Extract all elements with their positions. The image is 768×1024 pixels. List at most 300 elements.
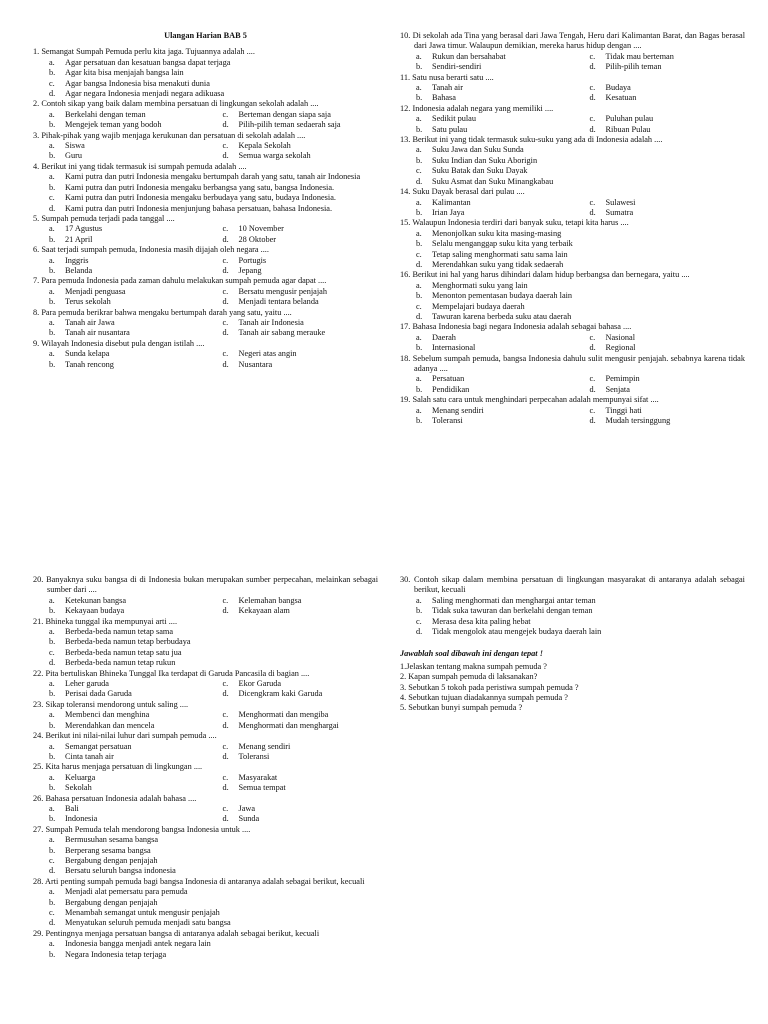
answer-option: [400, 281, 745, 291]
answer-option: [400, 83, 570, 93]
answer-option: [33, 773, 203, 783]
option-text: Tanah air nusantara: [65, 328, 130, 338]
question-text: Di sekolah ada Tina yang berasal dari Jawa Tengah, Heru dari Kalimantan Barat, dan Bagas berasal dari Jawa timur. Walaupun demikian, mereka harus hidup dengan ....: [412, 31, 745, 51]
option-letter: d.: [222, 751, 229, 761]
option-letter: a.: [416, 83, 422, 93]
answer-option: [209, 151, 379, 161]
question-item: [400, 575, 745, 637]
option-text: Dicengkram kaki Garuda: [238, 689, 323, 699]
option-text: Bersatu mengusir penjajah: [238, 286, 327, 296]
question-number: 21.: [33, 616, 44, 626]
answer-option: [400, 385, 570, 395]
question-stem: [33, 825, 378, 835]
answer-options: [33, 349, 378, 370]
option-letter: b.: [49, 720, 56, 730]
answer-option: [400, 93, 570, 103]
option-letter: d.: [49, 89, 56, 99]
answer-option: [209, 328, 379, 338]
answer-option: [209, 318, 379, 328]
answer-option: [400, 156, 745, 166]
question-number: 22.: [33, 668, 44, 678]
option-text: Tanah air: [432, 83, 463, 93]
option-text: Bergabung dengan penjajah: [65, 897, 158, 907]
question-text: Sikap toleransi mendorong untuk saling ....: [45, 699, 189, 709]
question-number: 15.: [400, 218, 411, 228]
option-text: Berbeda-beda namun tetap berbudaya: [65, 637, 191, 647]
option-text: Agar persatuan dan kesatuan bangsa dapat terjaga: [65, 57, 231, 67]
question-number: 5.: [33, 213, 40, 223]
option-text: 28 Oktober: [238, 234, 277, 244]
question-item: [33, 617, 378, 669]
option-text: Bermusuhan sesama bangsa: [65, 835, 159, 845]
answer-option: [209, 349, 379, 359]
question-number: 26.: [33, 793, 44, 803]
answer-options: [33, 110, 378, 131]
option-text: Regional: [605, 343, 636, 353]
option-text: Leher garuda: [65, 679, 109, 689]
answer-option: [576, 374, 746, 384]
question-item: [33, 131, 378, 162]
question-text: Bahasa persatuan Indonesia adalah bahasa ....: [45, 793, 197, 803]
option-letter: b.: [416, 384, 423, 394]
option-text: Cinta tanah air: [65, 751, 114, 761]
option-text: Kekayaan alam: [238, 606, 290, 616]
option-letter: c.: [416, 249, 422, 259]
option-text: 10 November: [238, 224, 284, 234]
option-letter: c.: [49, 647, 55, 657]
question-text: Sumpah Pemuda telah mendorong bangsa Indonesia untuk ....: [45, 824, 251, 834]
question-stem: [400, 354, 745, 375]
answer-option: [400, 596, 745, 606]
option-text: Nasional: [605, 332, 635, 342]
answer-options: [400, 83, 745, 104]
answer-options: [33, 710, 378, 731]
question-number: 11.: [400, 72, 411, 82]
option-letter: d.: [222, 234, 229, 244]
column-bottom-left: [33, 575, 378, 960]
option-text: Siswa: [65, 141, 85, 151]
option-letter: d.: [589, 124, 596, 134]
question-text: Pihak-pihak yang wajib menjaga kerukunan dan persatuan di sekolah adalah ....: [41, 130, 306, 140]
option-letter: c.: [222, 255, 229, 265]
option-letter: b.: [416, 239, 423, 249]
question-text: Pita bertuliskan Bhineka Tunggal Ika terdapat di Garuda Pancasila di bagian ....: [45, 668, 310, 678]
option-text: Berbeda-beda namun tetap satu jua: [65, 647, 182, 657]
option-text: Merendahkan suku yang tidak sedaerah: [432, 259, 564, 269]
option-letter: b.: [416, 343, 423, 353]
question-item: [33, 245, 378, 276]
option-text: Menjadi alat pemersatu para pemuda: [65, 887, 188, 897]
option-text: Masyarakat: [238, 772, 278, 782]
option-letter: c.: [589, 374, 596, 384]
question-text: Sumpah pemuda terjadi pada tanggal ....: [41, 213, 175, 223]
option-text: Menang sendiri: [432, 405, 484, 415]
answer-option: [33, 648, 378, 658]
option-letter: d.: [416, 259, 423, 269]
option-text: Menonton pementasan budaya daerah lain: [432, 291, 573, 301]
option-letter: d.: [222, 606, 229, 616]
option-letter: d.: [222, 151, 229, 161]
question-item: [33, 669, 378, 700]
answer-options: [33, 318, 378, 339]
option-text: Jawa: [238, 803, 256, 813]
answer-option: [33, 908, 378, 918]
answer-option: [33, 950, 378, 960]
option-letter: d.: [589, 384, 596, 394]
answer-option: [33, 606, 203, 616]
option-text: 21 April: [65, 234, 93, 244]
option-letter: c.: [222, 109, 229, 119]
option-text: Merasa desa kita paling hebat: [432, 616, 531, 626]
question-item: [400, 354, 745, 396]
answer-option: [576, 93, 746, 103]
option-text: Selalu menganggap suku kita yang terbaik: [432, 239, 573, 249]
option-text: Sunda: [238, 814, 260, 824]
question-stem: [33, 339, 378, 349]
question-text: Arti penting sumpah pemuda bagi bangsa Indonesia di antaranya adalah sebagai berikut, kecuali: [45, 876, 365, 886]
answer-options: [33, 773, 378, 794]
option-text: Tidak mau berteman: [605, 51, 674, 61]
question-stem: [33, 276, 378, 286]
question-item: [33, 929, 378, 960]
answer-option: [33, 297, 203, 307]
option-text: Merendahkan dan mencela: [65, 720, 155, 730]
option-text: Senjata: [605, 384, 630, 394]
option-letter: d.: [222, 328, 229, 338]
answer-options: [33, 939, 378, 960]
question-text: Semangat Sumpah Pemuda perlu kita jaga. Tujuannya adalah ....: [41, 47, 255, 57]
option-text: Bersatu seluruh bangsa indonesia: [65, 866, 176, 876]
question-item: [400, 73, 745, 104]
answer-option: [33, 172, 378, 182]
question-number: 14.: [400, 187, 411, 197]
question-stem: [33, 308, 378, 318]
answer-option: [33, 596, 203, 606]
question-number: 10.: [400, 31, 411, 40]
answer-option: [33, 814, 203, 824]
question-number: 24.: [33, 731, 44, 741]
question-item: [400, 218, 745, 270]
option-text: Berkelahi dengan teman: [65, 109, 146, 119]
answer-options: [33, 835, 378, 877]
option-letter: c.: [222, 741, 229, 751]
answer-option: [576, 385, 746, 395]
answer-option: [33, 256, 203, 266]
question-number: 6.: [33, 245, 40, 255]
option-text: Menjadi penguasa: [65, 286, 126, 296]
answer-option: [400, 260, 745, 270]
answer-option: [576, 114, 746, 124]
option-letter: a.: [416, 197, 422, 207]
option-letter: c.: [49, 855, 55, 865]
question-number: 20.: [33, 575, 44, 584]
option-letter: d.: [222, 359, 229, 369]
answer-option: [400, 114, 570, 124]
option-letter: d.: [416, 311, 423, 321]
option-text: Menghormati suku yang lain: [432, 280, 528, 290]
essay-section: [400, 649, 745, 713]
option-letter: b.: [49, 751, 56, 761]
option-letter: b.: [416, 93, 423, 103]
option-text: Persatuan: [432, 374, 465, 384]
essay-question: 4. Sebutkan tujuan diadakannya sumpah pemuda ?: [400, 693, 568, 703]
option-letter: b.: [49, 182, 56, 192]
answer-options: [33, 804, 378, 825]
answer-option: [576, 125, 746, 135]
option-letter: a.: [49, 803, 55, 813]
answer-option: [209, 596, 379, 606]
option-letter: a.: [416, 595, 422, 605]
answer-option: [33, 898, 378, 908]
question-stem: [33, 131, 378, 141]
answer-option: [33, 856, 378, 866]
option-text: Menang sendiri: [238, 741, 291, 751]
option-text: Kami putra dan putri Indonesia mengaku bertumpah darah yang satu, tanah air Indonesia: [65, 172, 361, 182]
option-text: Tanah air Indonesia: [238, 317, 304, 327]
option-text: Pemimpin: [605, 374, 640, 384]
question-text: Contoh sikap dalam membina persatuan di lingkungan masyarakat di antaranya adalah sebagai berikut, kecuali: [413, 575, 745, 595]
answer-option: [400, 52, 570, 62]
question-item: [33, 762, 378, 793]
question-stem: [400, 73, 745, 83]
option-text: Daerah: [432, 332, 456, 342]
answer-option: [400, 177, 745, 187]
option-text: Menambah semangat untuk mengusir penjajah: [65, 908, 220, 917]
answer-option: [576, 343, 746, 353]
question-text: Para pemuda Indonesia pada zaman dahulu melakukan sumpah pemuda agar dapat ....: [41, 276, 327, 286]
question-stem: [400, 218, 745, 228]
answer-option: [33, 193, 378, 203]
option-letter: b.: [49, 265, 56, 275]
option-text: 17 Agustus: [65, 224, 103, 234]
option-letter: d.: [222, 720, 229, 730]
question-text: Bhineka tunggal ika mempunyai arti ....: [45, 616, 178, 626]
question-stem: [400, 575, 745, 596]
option-letter: c.: [49, 78, 55, 88]
option-letter: c.: [222, 286, 229, 296]
option-text: Tidak mengolok atau mengejek budaya daerah lain: [432, 627, 602, 637]
option-letter: c.: [49, 193, 55, 203]
option-text: Kepala Sekolah: [238, 141, 291, 151]
question-number: 3.: [33, 130, 40, 140]
question-item: [400, 187, 745, 218]
answer-option: [209, 752, 379, 762]
option-text: Terus sekolah: [65, 297, 111, 307]
option-letter: b.: [49, 328, 56, 338]
question-item: [400, 104, 745, 135]
answer-options: [33, 596, 378, 617]
answer-options: [400, 281, 745, 323]
answer-option: [209, 287, 379, 297]
answer-option: [33, 318, 203, 328]
answer-option: [33, 721, 203, 731]
question-number: 28.: [33, 876, 44, 886]
column-top-left: [33, 31, 378, 370]
option-letter: a.: [49, 109, 55, 119]
answer-options: [400, 145, 745, 187]
question-item: [33, 794, 378, 825]
option-letter: a.: [416, 114, 422, 124]
option-letter: b.: [49, 120, 56, 130]
question-text: Berikut ini yang tidak termasuk isi sumpah pemuda adalah ....: [41, 161, 247, 171]
answer-option: [209, 710, 379, 720]
answer-option: [209, 224, 379, 234]
option-letter: b.: [416, 416, 423, 426]
answer-option: [400, 229, 745, 239]
answer-option: [400, 62, 570, 72]
answer-option: [33, 689, 203, 699]
answer-option: [33, 658, 378, 668]
option-text: Menjadi tentara belanda: [238, 297, 319, 307]
option-letter: c.: [222, 772, 229, 782]
question-number: 19.: [400, 395, 411, 405]
answer-option: [400, 374, 570, 384]
answer-option: [576, 333, 746, 343]
answer-option: [33, 742, 203, 752]
answer-options: [33, 679, 378, 700]
question-stem: [33, 162, 378, 172]
essay-title: Jawablah soal dibawah ini dengan tepat !: [400, 649, 543, 659]
answer-option: [400, 166, 745, 176]
option-letter: a.: [49, 595, 55, 605]
answer-options: [33, 742, 378, 763]
question-text: Sebelum sumpah pemuda, bangsa Indonesia dahulu sulit mengusir penjajah. sebabnya karena tidak adanya ....: [412, 353, 745, 373]
answer-option: [209, 235, 379, 245]
option-text: Tanah air Jawa: [65, 317, 115, 327]
option-letter: c.: [222, 224, 229, 234]
option-text: Tanah air sabang merauke: [238, 328, 326, 338]
option-text: Kami putra dan putri Indonesia menjunjung bahasa persatuan, bahasa Indonesia.: [65, 203, 333, 213]
question-item: [33, 214, 378, 245]
option-letter: d.: [589, 343, 596, 353]
option-text: Sunda kelapa: [65, 349, 110, 359]
option-letter: c.: [589, 405, 596, 415]
question-item: [33, 339, 378, 370]
answer-option: [209, 256, 379, 266]
option-letter: a.: [416, 374, 422, 384]
question-stem: [33, 575, 378, 596]
option-letter: c.: [589, 197, 596, 207]
question-text: Suku Dayak berasal dari pulau ....: [412, 187, 525, 197]
option-text: Suku Batak dan Suku Dayak: [432, 166, 528, 176]
answer-option: [400, 406, 570, 416]
option-letter: b.: [49, 68, 56, 78]
answer-option: [209, 141, 379, 151]
answer-option: [33, 637, 378, 647]
answer-option: [400, 617, 745, 627]
question-stem: [400, 104, 745, 114]
answer-option: [576, 208, 746, 218]
answer-option: [33, 89, 378, 99]
answer-option: [209, 742, 379, 752]
option-text: Belanda: [65, 265, 93, 275]
answer-option: [33, 887, 378, 897]
question-text: Para pemuda berikrar bahwa mengaku bertumpah darah yang satu, yaitu ....: [41, 307, 292, 317]
question-item: [400, 31, 745, 73]
answer-option: [400, 606, 745, 616]
option-letter: d.: [589, 62, 596, 72]
answer-option: [33, 918, 378, 928]
question-stem: [33, 669, 378, 679]
option-letter: a.: [49, 255, 55, 265]
answer-options: [33, 287, 378, 308]
question-item: [33, 700, 378, 731]
question-number: 29.: [33, 928, 44, 938]
option-text: Indonesia: [65, 814, 98, 824]
option-text: Kami putra dan putri Indonesia mengaku berbudaya yang satu, budaya Indonesia.: [65, 193, 336, 203]
option-text: Agar bangsa Indonesia bisa menakuti dunia: [65, 78, 210, 88]
option-text: Mudah tersinggung: [605, 416, 671, 426]
option-text: Rukun dan bersahabat: [432, 51, 506, 61]
question-stem: [33, 794, 378, 804]
option-text: Sumatra: [605, 207, 634, 217]
option-text: Mengejek teman yang bodoh: [65, 120, 162, 130]
option-letter: b.: [49, 637, 56, 647]
answer-option: [33, 235, 203, 245]
option-text: Tawuran karena berbeda suku atau daerah: [432, 311, 572, 321]
option-letter: b.: [49, 297, 56, 307]
answer-option: [576, 406, 746, 416]
question-number: 27.: [33, 824, 44, 834]
option-letter: c.: [222, 679, 229, 689]
answer-option: [33, 360, 203, 370]
question-item: [400, 322, 745, 353]
option-text: Saling menghormati dan menghargai antar teman: [432, 595, 596, 605]
answer-option: [209, 606, 379, 616]
option-letter: b.: [49, 689, 56, 699]
question-item: [33, 575, 378, 617]
answer-option: [576, 83, 746, 93]
question-item: [400, 395, 745, 426]
option-text: Bali: [65, 803, 79, 813]
option-text: Keluarga: [65, 772, 96, 782]
answer-option: [33, 679, 203, 689]
question-number: 12.: [400, 103, 411, 113]
option-text: Suku Jawa dan Suku Sunda: [432, 145, 524, 155]
question-stem: [33, 929, 378, 939]
answer-option: [400, 333, 570, 343]
option-text: Portugis: [238, 255, 267, 265]
option-letter: d.: [222, 265, 229, 275]
answer-option: [209, 120, 379, 130]
option-letter: b.: [416, 124, 423, 134]
option-text: Berbeda-beda namun tetap rukun: [65, 658, 176, 668]
answer-option: [400, 198, 570, 208]
question-text: Berikut ini nilai-nilai luhur dari sumpah pemuda ....: [45, 731, 217, 741]
question-item: [33, 731, 378, 762]
question-text: Bahasa Indonesia bagi negara Indonesia adalah sebagai bahasa ....: [412, 322, 632, 332]
question-text: Salah satu cara untuk menghindari perpecahan adalah mempunyai sifat ....: [412, 395, 659, 405]
option-letter: a.: [49, 772, 55, 782]
answer-option: [33, 204, 378, 214]
answer-options: [400, 406, 745, 427]
option-letter: a.: [49, 57, 55, 67]
answer-option: [33, 627, 378, 637]
option-letter: a.: [49, 679, 55, 689]
option-text: Kalimantan: [432, 197, 471, 207]
option-letter: d.: [416, 627, 423, 637]
option-letter: b.: [416, 291, 423, 301]
option-letter: d.: [49, 203, 56, 213]
option-text: Guru: [65, 151, 83, 161]
option-letter: a.: [49, 141, 55, 151]
option-text: Internasional: [432, 343, 476, 353]
option-letter: a.: [49, 317, 55, 327]
option-text: Inggris: [65, 255, 89, 265]
option-text: Puluhan pulau: [605, 114, 654, 124]
option-text: Agar kita bisa menjajah bangsa lain: [65, 68, 184, 78]
option-letter: c.: [49, 908, 55, 917]
